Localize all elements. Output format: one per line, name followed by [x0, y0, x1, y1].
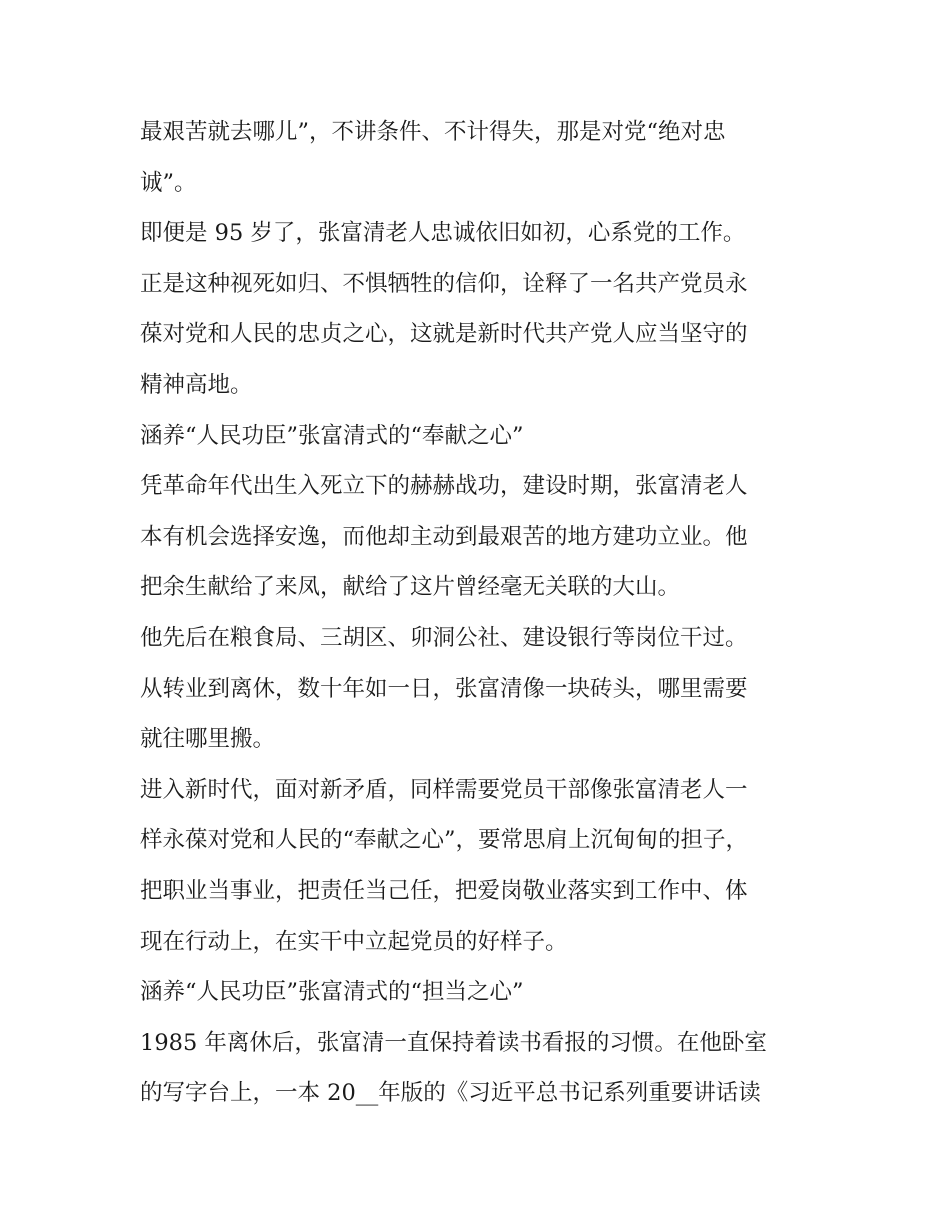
- section-heading: 涵养“人民功臣”张富清式的“奉献之心”: [140, 422, 524, 449]
- text-line: 现在行动上，在实干中立起党员的好样子。: [140, 928, 568, 955]
- text-line: 就往哪里搬。: [140, 726, 276, 753]
- text-line: 葆对党和人民的忠贞之心，这就是新时代共产党人应当坚守的: [140, 321, 748, 348]
- text-line: 把余生献给了来凤，献给了这片曾经毫无关联的大山。: [140, 574, 681, 601]
- text-line: 从转业到离休，数十年如一日，张富清像一块砖头，哪里需要: [140, 675, 748, 702]
- document-body: [140, 107, 812, 1119]
- text-line: 诚”。: [140, 169, 197, 196]
- text-line: 凭革命年代出生入死立下的赫赫战功，建设时期，张富清老人: [140, 473, 748, 500]
- text-line: 把职业当事业，把责任当己任，把爱岗敬业落实到工作中、体: [140, 877, 748, 904]
- text-line: 进入新时代，面对新矛盾，同样需要党员干部像张富清老人一: [140, 776, 748, 803]
- text-line: 1985 年离休后，张富清一直保持着读书看报的习惯。在他卧室: [140, 1029, 767, 1056]
- text-line: 即便是 95 岁了，张富清老人忠诚依旧如初，心系党的工作。: [140, 220, 746, 247]
- text-line: 本有机会选择安逸，而他却主动到最艰苦的地方建功立业。他: [140, 523, 748, 550]
- text-line: 精神高地。: [140, 371, 253, 398]
- section-heading: 涵养“人民功臣”张富清式的“担当之心”: [140, 979, 524, 1006]
- text-line: 的写字台上，一本 20__年版的《习近平总书记系列重要讲话读: [140, 1080, 761, 1107]
- text-line: 他先后在粮食局、三胡区、卯洞公社、建设银行等岗位干过。: [140, 624, 748, 651]
- text-line: 样永葆对党和人民的“奉献之心”，要常思肩上沉甸甸的担子，: [140, 827, 749, 854]
- text-line: 最艰苦就去哪儿”，不讲条件、不计得失，那是对党“绝对忠: [140, 119, 726, 145]
- text-line: 正是这种视死如归、不惧牺牲的信仰，诠释了一名共产党员永: [140, 270, 748, 297]
